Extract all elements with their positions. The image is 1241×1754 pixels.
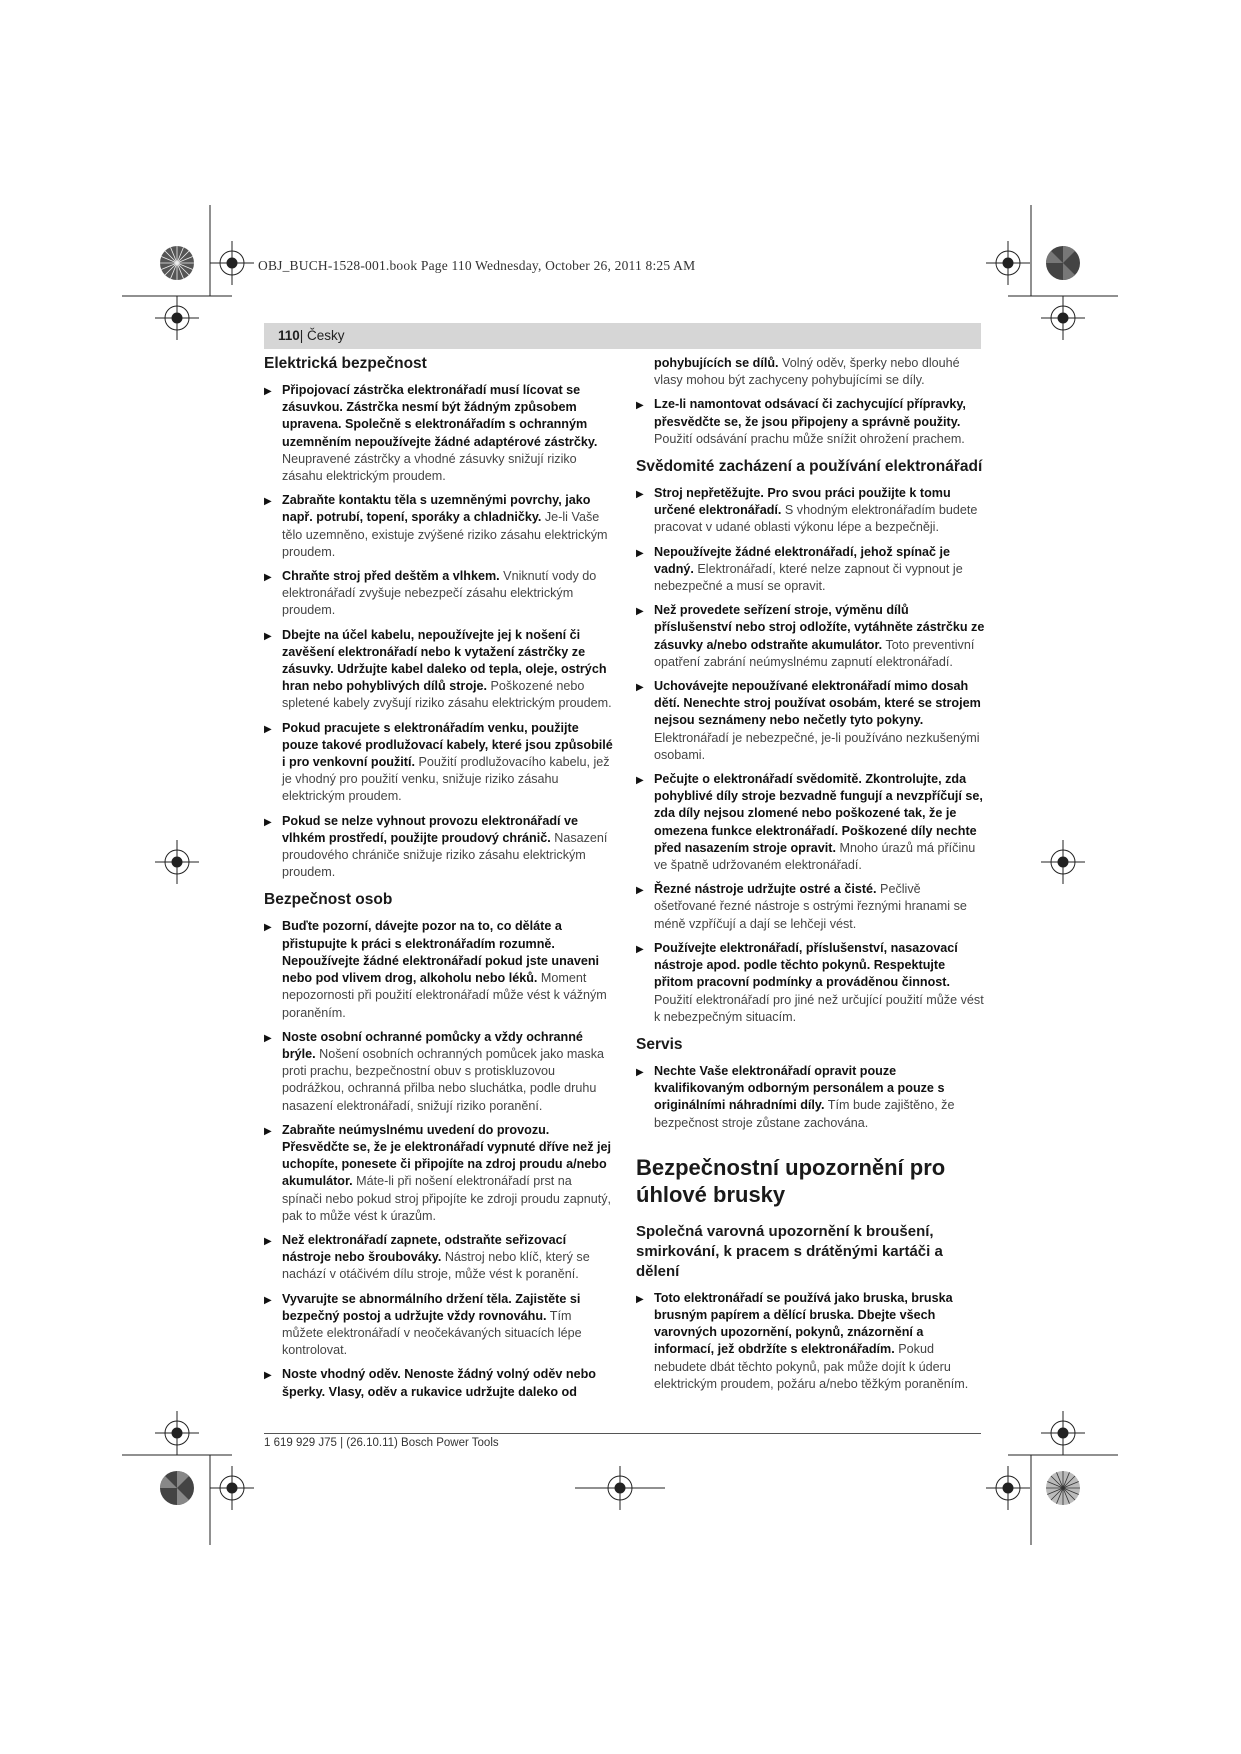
triangle-bullet-icon: ▶ — [264, 1370, 272, 1382]
page-header-bar — [264, 323, 981, 349]
bullet-bold-text: Nechte Vaše elektronářadí opravit pouze kvalifikovaným odborným personálem a pouze s originálními náhradními díly. — [654, 1063, 945, 1113]
bullet-bold-text: Noste vhodný oděv. Nenoste žádný volný oděv nebo šperky. Vlasy, oděv a rukavice udržujte daleko od — [282, 1367, 596, 1399]
bullet-bold-text: Toto elektronářadí se používá jako bruska, bruska brusným papírem a dělící bruska. Dbejte všech varovných upozornění, pokynů, znázornění a informací, jež obdržíte s elektronářadím. — [654, 1290, 953, 1357]
bullet-bold-text: Nepoužívejte žádné elektronářadí, jehož spínač je vadný. — [654, 544, 951, 576]
bullet-item — [264, 918, 614, 1021]
bullet-normal-text: Toto preventivní opatření zabrání neúmyslnému zapnutí elektronářadí. — [654, 637, 975, 669]
bullet-bold-text: Pokud pracujete s elektronářadím venku, použijte pouze takové prodlužovací kabely, které jsou způsobilé i pro venkovní použití. — [282, 720, 613, 770]
bullet-item — [264, 720, 614, 806]
triangle-bullet-icon: ▶ — [264, 386, 272, 397]
bullet-item — [636, 1290, 986, 1393]
triangle-bullet-icon: ▶ — [636, 1293, 644, 1305]
bullet-normal-text: Moment nepozornosti při použití elektronářadí může vést k vážným poraněním. — [282, 971, 607, 1020]
print-slug-line: OBJ_BUCH-1528-001.book Page 110 Wednesday, October 26, 2011 8:25 AM — [258, 258, 696, 273]
triangle-bullet-icon: ▶ — [636, 775, 644, 787]
bullet-normal-text: Elektronářadí je nebezpečné, je-li používáno nezkušenými osobami. — [654, 730, 980, 762]
triangle-bullet-icon: ▶ — [264, 723, 272, 735]
bullet-normal-text: Použití prodlužovacího kabelu, jež je vhodný pro použití venku, snižuje riziko zásahu elektrickým proudem. — [282, 755, 610, 804]
triangle-bullet-icon: ▶ — [264, 1032, 272, 1044]
section-title-electrical-safety: Elektrická bezpečnost — [264, 355, 427, 372]
crosshair-registration-icon — [155, 840, 199, 884]
bullet-normal-text: Je-li Vaše tělo uzemněno, existuje zvýšené riziko zásahu elektrickým proudem. — [282, 510, 608, 559]
triangle-bullet-icon: ▶ — [264, 572, 272, 584]
bullet-item — [636, 881, 986, 933]
bullet-normal-text: S vhodným elektronářadím budete pracovat v udané oblasti výkonu lépe a bezpečněji. — [654, 503, 978, 535]
triangle-bullet-icon: ▶ — [264, 1235, 272, 1247]
triangle-bullet-icon: ▶ — [636, 885, 644, 897]
color-target-icon — [160, 1471, 194, 1505]
bullet-normal-text: Pečlivě ošetřované řezné nástroje s ostrými řeznými hranami se méně vzpříčují a dají se lehčeji vést. — [654, 882, 967, 931]
crosshair-registration-icon — [210, 241, 254, 285]
bullet-item — [264, 568, 614, 620]
bullet-item — [264, 813, 614, 882]
bullet-item — [636, 602, 986, 671]
bullet-item — [264, 627, 614, 713]
bullet-item — [636, 544, 986, 596]
bullet-bold-text: Uchovávejte nepoužívané elektronářadí mimo dosah dětí. Nenechte stroj používat osobám, které se strojem nejsou seznámeny nebo nečetly tyto pokyny. — [654, 679, 981, 728]
crosshair-registration-icon — [210, 1466, 254, 1510]
triangle-bullet-icon: ▶ — [636, 943, 644, 955]
bullet-normal-text: Máte-li při nošení elektronářadí prst na spínači nebo pokud stroj připojíte ke zdroji proudu zapnutý, pak to může vést k úrazům. — [282, 1174, 612, 1223]
section-title-personal-safety: Bezpečnost osob — [264, 891, 393, 909]
crosshair-registration-icon — [1041, 1411, 1085, 1455]
bullet-bold-text: Buďte pozorní, dávejte pozor na to, co děláte a přistupujte k práci s elektronářadím rozumně. Nepoužívejte žádné elektronářadí pokud jste unaveni nebo pod vlivem drog, alkoholu nebo léků. — [282, 919, 600, 986]
bullet-item — [636, 940, 986, 1026]
triangle-bullet-icon: ▶ — [636, 400, 644, 412]
bullet-item — [636, 1063, 986, 1132]
triangle-bullet-icon: ▶ — [264, 630, 272, 642]
bullet-item — [636, 678, 986, 764]
bullet-normal-text: Nasazení proudového chrániče snižuje riziko zásahu elektrickým proudem. — [282, 830, 608, 880]
color-target-icon — [1046, 246, 1080, 280]
triangle-bullet-icon: ▶ — [264, 922, 272, 934]
bullet-normal-text: Elektronářadí, které nelze zapnout či vypnout je nebezpečné a musí se opravit. — [654, 561, 963, 594]
section-title-careful-use: Svědomité zacházení a používání elektronářadí — [636, 458, 983, 476]
bullet-normal-text: Nošení osobních ochranných pomůcek jako maska proti prachu, bezpečnostní obuv s protiskluzovou podrážkou, ochranná přilba nebo sluchátka, podle druhu nasazení elektronářadí, snižují riziko poranění. — [282, 1046, 605, 1113]
bullet-bold-text: Lze-li namontovat odsávací či zachycující přípravky, přesvědčte se, že jsou připojeny a správně použity. — [654, 397, 966, 429]
bullet-item — [264, 1366, 614, 1400]
bullet-bold-text: Pečujte o elektronářadí svědomitě. Zkontrolujte, zda pohyblivé díly stroje bezvadně fungují a nevzpříčují se, zda díly nejsou zlomené nebo poškozené tak, že je omezena funkce elektronářadí. Poškozené díly nechte před nasazením stroje opravit. — [654, 772, 983, 855]
bullet-bold-text: Noste osobní ochranné pomůcky a vždy ochranné brýle. — [282, 1029, 583, 1061]
service-list — [636, 1063, 986, 1132]
bullet-normal-text: Neupravené zástrčky a vhodné zásuvky snižují riziko zásahu elektrickým proudem. — [282, 451, 577, 484]
bullet-normal-text: Tím bude zajištěno, že bezpečnost stroje zůstane zachována. — [654, 1098, 955, 1130]
page-number: 110 — [278, 328, 300, 343]
bullet-item — [264, 382, 614, 485]
bullet-bold-text: Chraňte stroj před deštěm a vlhkem. — [282, 569, 500, 584]
triangle-bullet-icon: ▶ — [264, 496, 272, 508]
bullet-normal-text: Použití elektronářadí pro jiné než určující použití může vést k nebezpečným situacím. — [654, 992, 984, 1024]
bullet-bold-text: Připojovací zástrčka elektronářadí musí lícovat se zásuvkou. Zástrčka nesmí být žádným způsobem upravena. Společně s elektronářadím s ochranným uzemněním nepoužívejte žádné adaptérové zástrčky. — [282, 383, 598, 449]
bullet-normal-text: Poškozené nebo spletené kabely zvyšují riziko zásahu elektrickým proudem. — [282, 679, 612, 711]
continued-list — [636, 396, 986, 448]
page-header — [278, 328, 345, 343]
bullet-item — [636, 771, 986, 874]
bullet-normal-text: Mnoho úrazů má příčinu ve špatně udržovaném elektronářadí. — [654, 840, 976, 873]
crosshair-registration-icon — [986, 241, 1030, 285]
bullet-item — [264, 1232, 614, 1284]
subheading-common-warnings: Společná varovná upozornění k broušení, smirkování, k pracem s drátěnými kartáči a dělení — [636, 1222, 943, 1280]
section-title-service: Servis — [636, 1035, 683, 1053]
left-column — [264, 355, 614, 1408]
color-target-icon — [1046, 1471, 1080, 1505]
bullet-item — [636, 396, 986, 448]
bullet-bold-text: Zabraňte kontaktu těla s uzemněnými povrchy, jako např. potrubí, topení, sporáky a chladničky. — [282, 493, 591, 525]
crosshair-registration-icon — [1041, 296, 1085, 340]
bullet-bold-text: Řezné nástroje udržujte ostré a čisté. — [654, 882, 877, 897]
triangle-bullet-icon: ▶ — [636, 489, 644, 501]
electrical-safety-list — [264, 382, 614, 881]
bullet-item — [264, 1291, 614, 1360]
bullet-item — [264, 492, 614, 561]
triangle-bullet-icon: ▶ — [264, 1125, 272, 1137]
crosshair-registration-icon — [155, 1411, 199, 1455]
main-heading-angle-grinders: Bezpečnostní upozornění pro úhlové brusky — [636, 1154, 946, 1207]
triangle-bullet-icon: ▶ — [636, 1066, 644, 1078]
crosshair-registration-icon — [986, 1466, 1030, 1510]
bullet-bold-text: Vyvarujte se abnormálního držení těla. Zajistěte si bezpečný postoj a udržujte vždy rovnováhu. — [282, 1291, 581, 1323]
footer-rule — [264, 1433, 981, 1434]
triangle-bullet-icon: ▶ — [264, 1294, 272, 1306]
bullet-bold-text: Používejte elektronářadí, příslušenství, nasazovací nástroje apod. podle těchto pokynů. Respektujte přitom pracovní podmínky a prováděnou činnost. — [654, 940, 958, 990]
bullet-item — [636, 485, 986, 537]
bullet-bold-text: Dbejte na účel kabelu, nepoužívejte jej k nošení či zavěšení elektronářadí nebo k vytažení zástrčky ze zásuvky. Udržujte kabel daleko od tepla, oleje, ostrých hran nebo pohyblivých dílů stroje. — [282, 627, 607, 694]
triangle-bullet-icon: ▶ — [264, 816, 272, 828]
continued-normal-text: Volný oděv, šperky nebo dlouhé vlasy mohou být zachyceny pohybujícími se díly. — [654, 356, 960, 388]
bullet-item — [264, 1122, 614, 1225]
bullet-normal-text: Použití odsávání prachu může snížit ohrožení prachem. — [654, 431, 965, 446]
continued-paragraph — [636, 355, 986, 389]
crosshair-registration-icon — [155, 296, 199, 340]
bullet-normal-text: Tím můžete elektronářadí v neočekávaných situacích lépe kontrolovat. — [282, 1308, 582, 1358]
bullet-normal-text: Pokud nebudete dbát těchto pokynů, pak může dojít k úderu elektrickým proudem, požáru a/nebo těžkým poraněním. — [654, 1342, 969, 1391]
crosshair-registration-icon — [1041, 840, 1085, 884]
footer-text: 1 619 929 J75 | (26.10.11) Bosch Power Tools — [264, 1437, 499, 1449]
bullet-normal-text: Vniknutí vody do elektronářadí zvyšuje nebezpečí zásahu elektrickým proudem. — [282, 569, 597, 618]
triangle-bullet-icon: ▶ — [636, 547, 644, 559]
color-target-icon — [160, 246, 194, 280]
careful-use-list — [636, 485, 986, 1026]
personal-safety-list — [264, 918, 614, 1400]
bullet-normal-text: Nástroj nebo klíč, který se nachází v otáčivém dílu stroje, může vést k poranění. — [282, 1250, 590, 1282]
triangle-bullet-icon: ▶ — [636, 682, 644, 694]
bullet-bold-text: Zabraňte neúmyslnému uvedení do provozu. Přesvědčte se, že je elektronářadí vypnuté dříve než jej uchopíte, ponesete či připojíte na zdroj proudu a/nebo akumulátor. — [282, 1122, 611, 1189]
bullet-bold-text: Pokud se nelze vyhnout provozu elektronářadí ve vlhkém prostředí, použijte proudový chránič. — [282, 813, 579, 845]
bullet-bold-text: Stroj nepřetěžujte. Pro svou práci použijte k tomu určené elektronářadí. — [654, 486, 951, 518]
bullet-bold-text: Než elektronářadí zapnete, odstraňte seřizovací nástroje nebo šroubováky. — [282, 1232, 567, 1265]
common-warnings-list — [636, 1290, 986, 1393]
bullet-bold-text: Než provedete seřízení stroje, výměnu dílů příslušenství nebo stroj odložíte, vytáhněte zástrčku ze zásuvky a/nebo odstraňte akumulátor. — [654, 603, 985, 652]
header-language: | Česky — [299, 328, 345, 343]
bullet-item — [264, 1029, 614, 1115]
right-column — [636, 355, 986, 1400]
triangle-bullet-icon: ▶ — [636, 606, 644, 618]
continued-bold-text: pohybujících se dílů. — [654, 356, 779, 370]
